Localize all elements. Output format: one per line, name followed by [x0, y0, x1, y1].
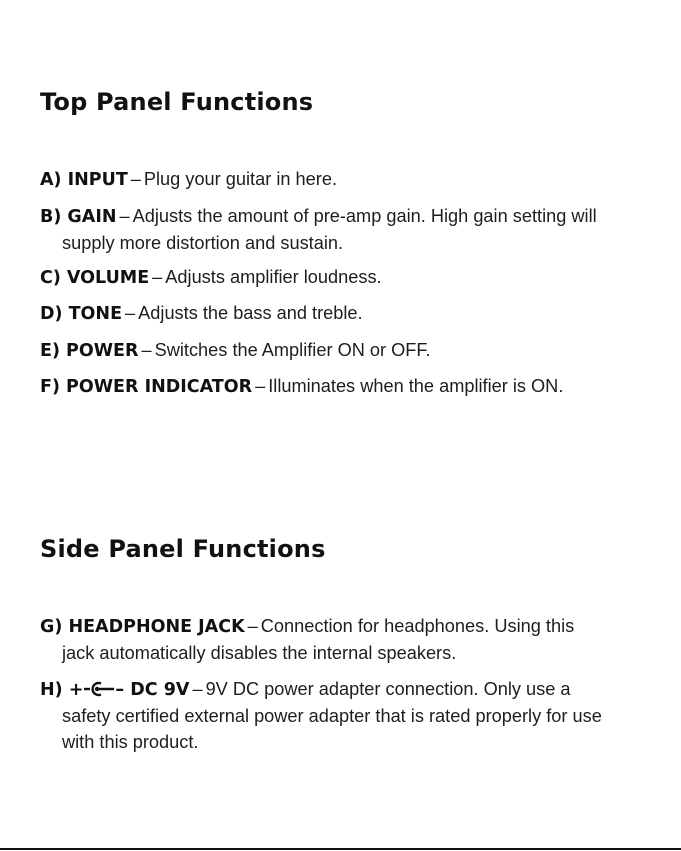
- item-dash: –: [119, 206, 130, 226]
- function-item-gain: [40, 203, 655, 256]
- function-item-dc-power: [40, 676, 655, 755]
- function-item-power-indicator: [40, 373, 655, 400]
- item-dash: –: [192, 679, 203, 699]
- item-description-continued: supply more distortion and sustain.: [62, 233, 344, 253]
- label-suffix: DC 9V: [130, 680, 190, 700]
- item-dash: –: [152, 267, 163, 287]
- label-minus: –: [115, 680, 125, 700]
- item-label: F) POWER INDICATOR: [40, 377, 253, 397]
- item-label: E) POWER: [40, 341, 139, 361]
- dc-polarity-icon: [84, 680, 114, 698]
- function-item-volume: [40, 264, 655, 291]
- bottom-rule: [0, 848, 681, 850]
- item-label: A) INPUT: [40, 170, 128, 190]
- top-panel-heading: Top Panel Functions: [40, 88, 314, 116]
- item-description: Adjusts the amount of pre-amp gain. High gain setting will: [132, 206, 597, 226]
- item-description: Illuminates when the amplifier is ON.: [268, 376, 564, 396]
- item-label: B) GAIN: [40, 207, 117, 227]
- item-description-continued: with this product.: [62, 732, 199, 752]
- item-label: G) HEADPHONE JACK: [40, 617, 245, 637]
- function-item-tone: [40, 300, 655, 327]
- item-label: C) VOLUME: [40, 268, 150, 288]
- item-label: [40, 680, 189, 700]
- item-label: D) TONE: [40, 304, 123, 324]
- item-dash: –: [247, 616, 258, 636]
- item-dash: –: [141, 340, 152, 360]
- item-description: Adjusts the bass and treble.: [138, 303, 363, 323]
- item-description: Switches the Amplifier ON or OFF.: [154, 340, 431, 360]
- item-description: Plug your guitar in here.: [143, 169, 337, 189]
- label-prefix: H) +: [40, 680, 84, 700]
- side-panel-heading: Side Panel Functions: [40, 535, 326, 563]
- item-description-continued: jack automatically disables the internal speakers.: [62, 643, 457, 663]
- function-item-headphone-jack: [40, 613, 655, 666]
- item-dash: –: [130, 169, 141, 189]
- item-description: Adjusts amplifier loudness.: [165, 267, 382, 287]
- item-description-continued: safety certified external power adapter that is rated properly for use: [62, 706, 602, 726]
- item-dash: –: [255, 376, 266, 396]
- item-dash: –: [125, 303, 136, 323]
- item-description: Connection for headphones. Using this: [260, 616, 575, 636]
- function-item-power: [40, 337, 655, 364]
- item-description: 9V DC power adapter connection. Only use a: [205, 679, 571, 699]
- function-item-input: [40, 166, 655, 193]
